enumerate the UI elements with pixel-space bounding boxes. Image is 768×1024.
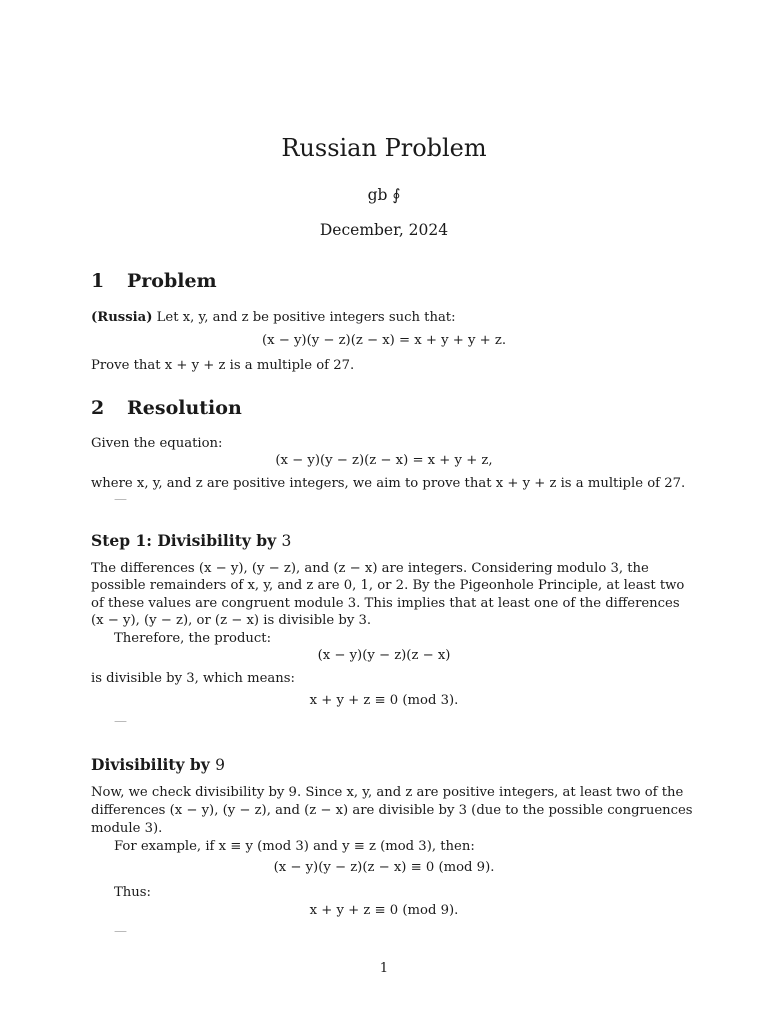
step-1-title-number: 3 (281, 532, 292, 550)
resolution-given: Given the equation: (91, 436, 223, 451)
separator-3: — (114, 924, 127, 939)
step-2-title-number: 9 (215, 756, 226, 774)
section-2-number: 2 (91, 397, 105, 419)
problem-statement-text: Let x, y, and z be positive integers such that: (156, 310, 456, 325)
step-2-congruence: x + y + z ≡ 0 (mod 9). (309, 903, 459, 918)
resolution-where: where x, y, and z are positive integers, we aim to prove that x + y + z is a multiple of 27. (91, 476, 686, 491)
step-1-line-2: possible remainders of x, y, and z are 0, 1, or 2. By the Pigeonhole Principle, at least two (91, 578, 685, 593)
step-2-example: For example, if x ≡ y (mod 3) and y ≡ z (mod 3), then: (114, 839, 475, 854)
problem-equation: (x − y)(y − z)(z − x) = x + y + y + z. (261, 333, 507, 348)
step-1-means: is divisible by 3, which means: (91, 671, 295, 686)
step-2-thus: Thus: (114, 885, 151, 900)
document-author: gb ∮ (367, 186, 401, 204)
resolution-equation: (x − y)(y − z)(z − x) = x + y + z, (275, 453, 493, 468)
problem-statement (91, 309, 456, 326)
step-2-product-congruence: (x − y)(y − z)(z − x) ≡ 0 (mod 9). (273, 860, 495, 875)
step-1-line-4: (x − y), (y − z), or (z − x) is divisible by 3. (91, 613, 372, 628)
section-1-number: 1 (91, 270, 105, 292)
step-2-line-2: differences (x − y), (y − z), and (z − x) are divisible by 3 (due to the possible congruences (91, 803, 693, 818)
step-1-therefore: Therefore, the product: (114, 631, 272, 646)
step-1-heading (91, 531, 291, 550)
step-2-line-1: Now, we check divisibility by 9. Since x, y, and z are positive integers, at least two of the (91, 785, 684, 800)
step-1-congruence: x + y + z ≡ 0 (mod 3). (309, 693, 459, 708)
document-title: Russian Problem (281, 134, 487, 162)
step-1-line-3: of these values are congruent module 3. This implies that at least one of the differences (91, 596, 680, 611)
step-2-title: Divisibility by (91, 755, 210, 774)
step-1-product: (x − y)(y − z)(z − x) (317, 648, 451, 663)
section-2-title: Resolution (127, 397, 242, 419)
separator-2: — (114, 714, 127, 729)
page-number: 1 (379, 961, 389, 976)
separator-1: — (114, 492, 127, 507)
section-1-heading (91, 270, 217, 292)
step-1-line-1: The differences (x − y), (y − z), and (z − x) are integers. Considering modulo 3, the (91, 561, 649, 576)
problem-label: (Russia) (91, 310, 153, 325)
step-2-heading (91, 755, 225, 774)
problem-prove: Prove that x + y + z is a multiple of 27. (91, 358, 355, 373)
section-2-heading (91, 397, 242, 419)
section-1-title: Problem (127, 270, 217, 292)
step-1-title: Step 1: Divisibility by (91, 531, 277, 550)
document-date: December, 2024 (319, 221, 449, 239)
step-2-line-3: module 3). (91, 821, 163, 836)
